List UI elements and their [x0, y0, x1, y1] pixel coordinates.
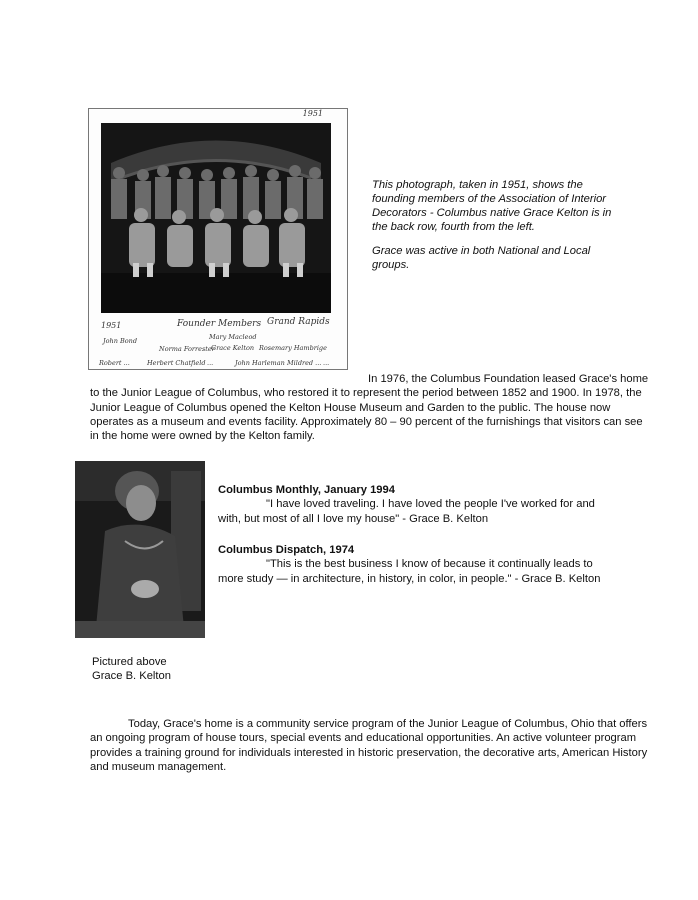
caption-line-1: This photograph, taken in 1951, shows the founding members of the Association of Interior Decorators - Columbus native Grace Kelton is in the back row, fourth from the left. [372, 179, 612, 233]
hw-name-5: Rosemary Hambrige [259, 344, 327, 352]
history-paragraph-text: In 1976, the Columbus Foundation leased Grace's home to the Junior League of Columbus, who restored it to represent the period between 1852 and 1900. In 1978, the Junior League of Columbus opened the Kelton House Museum and Garden to the public. The house now operates as a museum and events facility. Approximately 80 – 90 percent of the furnishings that visitors can see in the home were owned by the Kelton family. [90, 373, 649, 443]
portrait-caption-line-2: Grace B. Kelton [92, 670, 171, 682]
hw-name-7: Herbert Chatfield [147, 359, 206, 367]
hw-year: 1951 [101, 321, 122, 330]
group-photo-image [101, 123, 331, 313]
quote-source-2: Columbus Dispatch, 1974 [218, 544, 355, 556]
portrait-photo [75, 461, 205, 638]
quote-source-1: Columbus Monthly, January 1994 [218, 484, 395, 496]
quote-block-2 [218, 543, 618, 586]
hw-name-1: John Bond [103, 337, 137, 345]
photo-caption [372, 178, 622, 282]
caption-line-2: Grace was active in both National and Local groups. [372, 245, 591, 271]
founders-photo [88, 108, 348, 370]
hw-name-6: Robert ... [99, 359, 130, 367]
hw-name-11: ... [323, 359, 330, 367]
hw-name-9: John Harleman [235, 359, 285, 367]
hw-place: Grand Rapids [267, 317, 330, 327]
quote-text-2: "This is the best business I know of because it continually leads to more study — in architecture, in history, in color, in people." - Grace B. Kelton [218, 558, 601, 585]
hw-name-4: Grace Kelton [211, 344, 255, 352]
hw-name-10: Mildred ... [287, 359, 322, 367]
quote-block-1 [218, 483, 618, 526]
quote-text-1: "I have loved traveling. I have loved the people I've worked for and with, but most of all I love my house" - Grace B. Kelton [218, 498, 595, 525]
portrait-caption [92, 655, 171, 683]
hw-name-8: ... [207, 359, 214, 367]
hw-name-3: Norma Forrester [159, 345, 215, 353]
portrait-drawing [75, 461, 205, 638]
history-paragraph [90, 372, 650, 443]
hw-founders: Founder Members [177, 319, 262, 329]
hw-name-2: Mary Macleod [209, 333, 257, 341]
community-paragraph: Today, Grace's home is a community service program of the Junior League of Columbus, Ohio that offers an ongoing program of house tours, special events and educational opportunities. An active volunteer program provides a training ground for individuals interested in historic preservation, the decorative arts, American History and museum management. [90, 718, 648, 773]
photo-year-handwritten: 1951 [302, 109, 323, 118]
portrait-caption-line-1: Pictured above [92, 656, 167, 668]
group-photo-drawing [101, 123, 331, 313]
